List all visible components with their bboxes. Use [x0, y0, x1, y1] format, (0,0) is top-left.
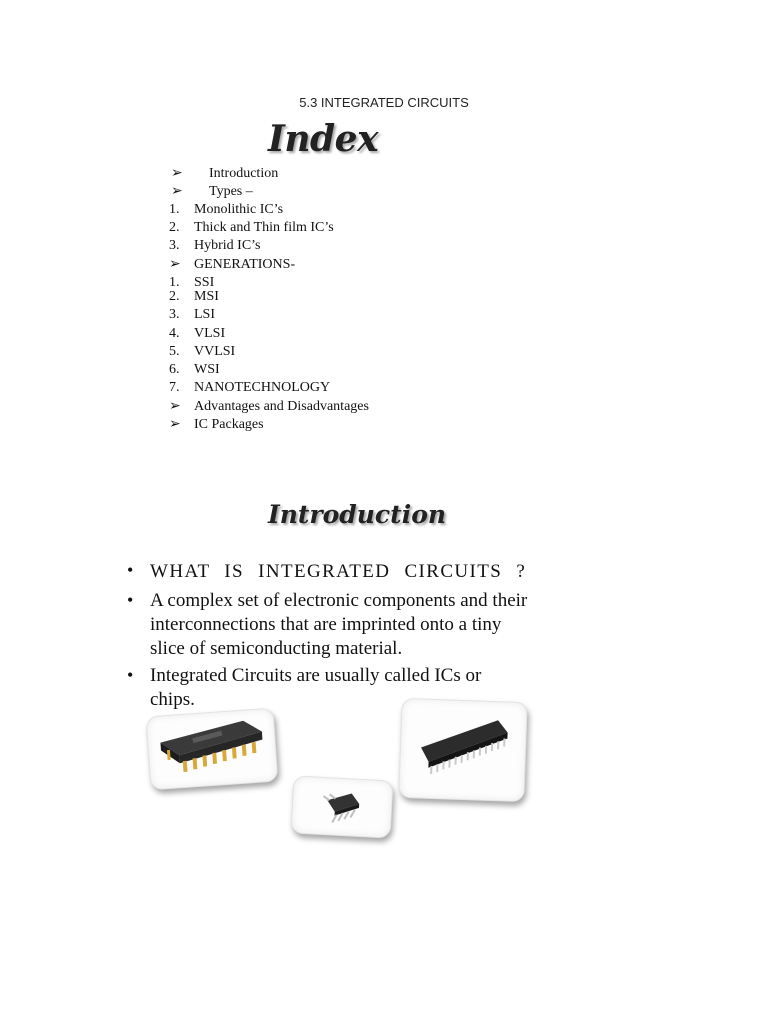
index-item-number: 3.	[169, 307, 180, 322]
soic-chip-icon	[292, 776, 393, 837]
dip-chip-image	[146, 708, 279, 791]
index-item-label: Thick and Thin film IC’s	[194, 220, 334, 235]
arrow-bullet-icon: ➢	[171, 184, 183, 199]
index-item-number: 2.	[169, 289, 180, 304]
arrow-bullet-icon: ➢	[169, 257, 181, 272]
arrow-bullet-icon: ➢	[171, 166, 183, 181]
index-item-label: Advantages and Disadvantages	[194, 399, 369, 414]
index-item-number: 6.	[169, 362, 180, 377]
dip-chip-icon	[399, 699, 526, 801]
index-item-number: 2.	[169, 220, 180, 235]
dip-chip-icon	[147, 709, 278, 790]
index-item-label: VVLSI	[194, 344, 236, 359]
arrow-bullet-icon: ➢	[169, 399, 181, 414]
index-title: Index	[268, 118, 379, 160]
introduction-title: Introduction	[268, 500, 447, 529]
index-item-label: MSI	[194, 289, 219, 304]
index-item-label: SSI	[194, 275, 215, 290]
bullet-text: A complex set of electronic components and their interconnections that are imprinted onto a tiny slice of semiconducting material.	[150, 590, 528, 659]
index-item-number: 4.	[169, 326, 180, 341]
index-item-number: 7.	[169, 380, 180, 395]
index-item-number: 3.	[169, 238, 180, 253]
index-item-label: Types –	[209, 184, 253, 199]
index-item-label: NANOTECHNOLOGY	[194, 380, 331, 395]
bullet-text: Integrated Circuits are usually called ICs or chips.	[150, 665, 482, 710]
bullet-icon: •	[127, 590, 134, 610]
index-item-number: 1.	[169, 202, 180, 217]
index-item-label: LSI	[194, 307, 215, 322]
index-item-number: 1.	[169, 275, 180, 290]
index-item-label: WSI	[194, 362, 220, 377]
index-item-label: IC Packages	[194, 417, 264, 432]
bullet-icon: •	[127, 665, 134, 685]
arrow-bullet-icon: ➢	[169, 417, 181, 432]
index-item-number: 5.	[169, 344, 180, 359]
index-item-label: Hybrid IC’s	[194, 238, 261, 253]
small-chip-image	[291, 775, 394, 838]
bullet-text: WHAT IS INTEGRATED CIRCUITS ?	[150, 561, 527, 582]
index-item-label: Introduction	[209, 166, 279, 181]
index-item-label: VLSI	[194, 326, 226, 341]
long-dip-chip-image	[398, 698, 527, 802]
bullet-icon: •	[127, 560, 134, 580]
page-heading: 5.3 INTEGRATED CIRCUITS	[299, 95, 469, 110]
index-item-label: GENERATIONS-	[194, 257, 296, 272]
index-item-label: Monolithic IC’s	[194, 202, 284, 217]
